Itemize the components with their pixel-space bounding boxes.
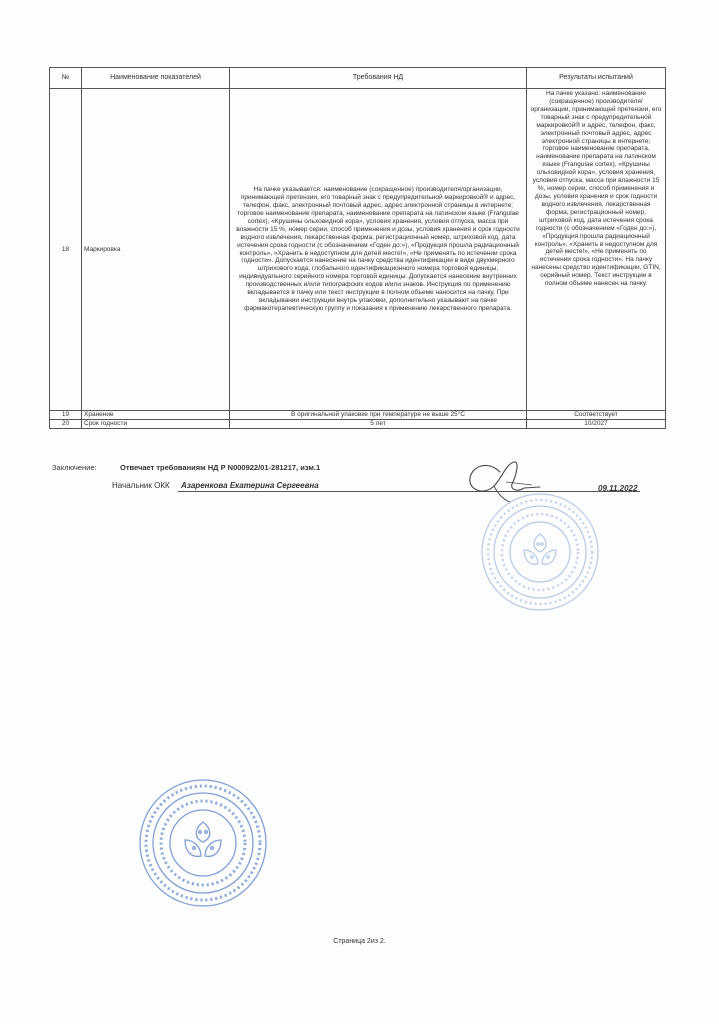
row-name: Хранение xyxy=(82,411,230,420)
row-results: На пачке указано: наименование (сокращенное) производителя/организации, принимающей претензии, его товарный знак с предупредительной маркировкой® и адрес, телефон, факс, электронный почтовый адрес, адрес электронной страницы в интернете; торговое наименование препарата, наименование препарата на латинском языке (Frangulae cortex), «Крушины ольховидной кора», условия хранения, условия отпуска, масса при влажности 15 %, номер серии, способ применения и дозы, условия хранения и срок годности водного извлечения, лекарственная форма, регистрационный номер, штриховой код, дата истечения срока годности (с обозначением «Годен до:»), «Продукция прошла радиационный контроль», «Хранить в недоступном для детей месте!», «Не применять по истечении срока годности». На пачку нанесены средство идентификации, GTIN, серийный номер. Текст инструкции в полном объеме нанесен на пачку. xyxy=(527,89,666,411)
header-name: Наименование показателей xyxy=(82,68,230,89)
row-results: 10/2027 xyxy=(527,420,666,429)
round-seal-stamp xyxy=(478,490,602,614)
row-results: Соответствует xyxy=(527,411,666,420)
row-name: Срок годности xyxy=(82,420,230,429)
row-requirements: В оригинальной упаковке при температуре не выше 25°С xyxy=(230,411,527,420)
table-row xyxy=(50,89,666,411)
row-num: 18 xyxy=(50,89,82,411)
page-number: Страница 2из 2. xyxy=(333,938,386,945)
conclusion-label: Заключение: xyxy=(52,463,97,472)
row-requirements: 5 лет xyxy=(230,420,527,429)
signature-date: 09.11.2022 xyxy=(598,484,638,493)
signatory-name: Азаренкова Екатерина Сергеевна xyxy=(181,481,319,490)
row-num: 20 xyxy=(50,420,82,429)
signatory-title: Начальник ОКК xyxy=(112,481,170,490)
header-num: № xyxy=(50,68,82,89)
header-results: Результаты испытаний xyxy=(527,68,666,89)
row-name: Маркировка xyxy=(82,89,230,411)
table-header-row xyxy=(50,68,666,89)
company-round-stamp xyxy=(136,776,270,910)
test-results-table xyxy=(49,67,666,429)
row-requirements: На пачке указывается: наименование (сокращенное) производителя/организации, принимающей претензии, его товарный знак с предупредительной маркировкой® и адрес, телефон, факс, электронный почтовый адрес, адрес электронной страницы в интернете; торговое наименование препарата, наименование препарата на латинском языке (Frangulae cortex), «Крушины ольховидной кора», условия хранения, условия отпуска, масса при влажности 15 %, номер серии, способ применения и дозы, условия хранения и срок годности водного извлечения, лекарственная форма, регистрационный номер, штриховой код, дата истечения срока годности (с обозначением «Годен до:»), «Продукция прошла радиационный контроль», «Хранить в недоступном для детей месте!», «Не применять по истечении срока годности». Допускается нанесение на пачку средства идентификации в виде двухмерного штрихового кода, глобального идентификационного номера торговой единицы, индивидуального серийного номера торговой единицы. Допускается нанесение внутренних производственных и/или типографских кодов и/или знаков. Инструкция по применению вкладывается в пачку или текст инструкции в полном объеме наносится на пачку. При вкладывании инструкции внутрь упаковки, дополнительно указывают на пачке фармакотерапевтическую группу и показания к применению лекарственного препарата. xyxy=(230,89,527,411)
conclusion-text: Отвечает требованиям НД Р N000922/01-281217, изм.1 xyxy=(120,463,321,472)
table-row xyxy=(50,420,666,429)
row-num: 19 xyxy=(50,411,82,420)
header-requirements: Требования НД xyxy=(230,68,527,89)
table-row xyxy=(50,411,666,420)
